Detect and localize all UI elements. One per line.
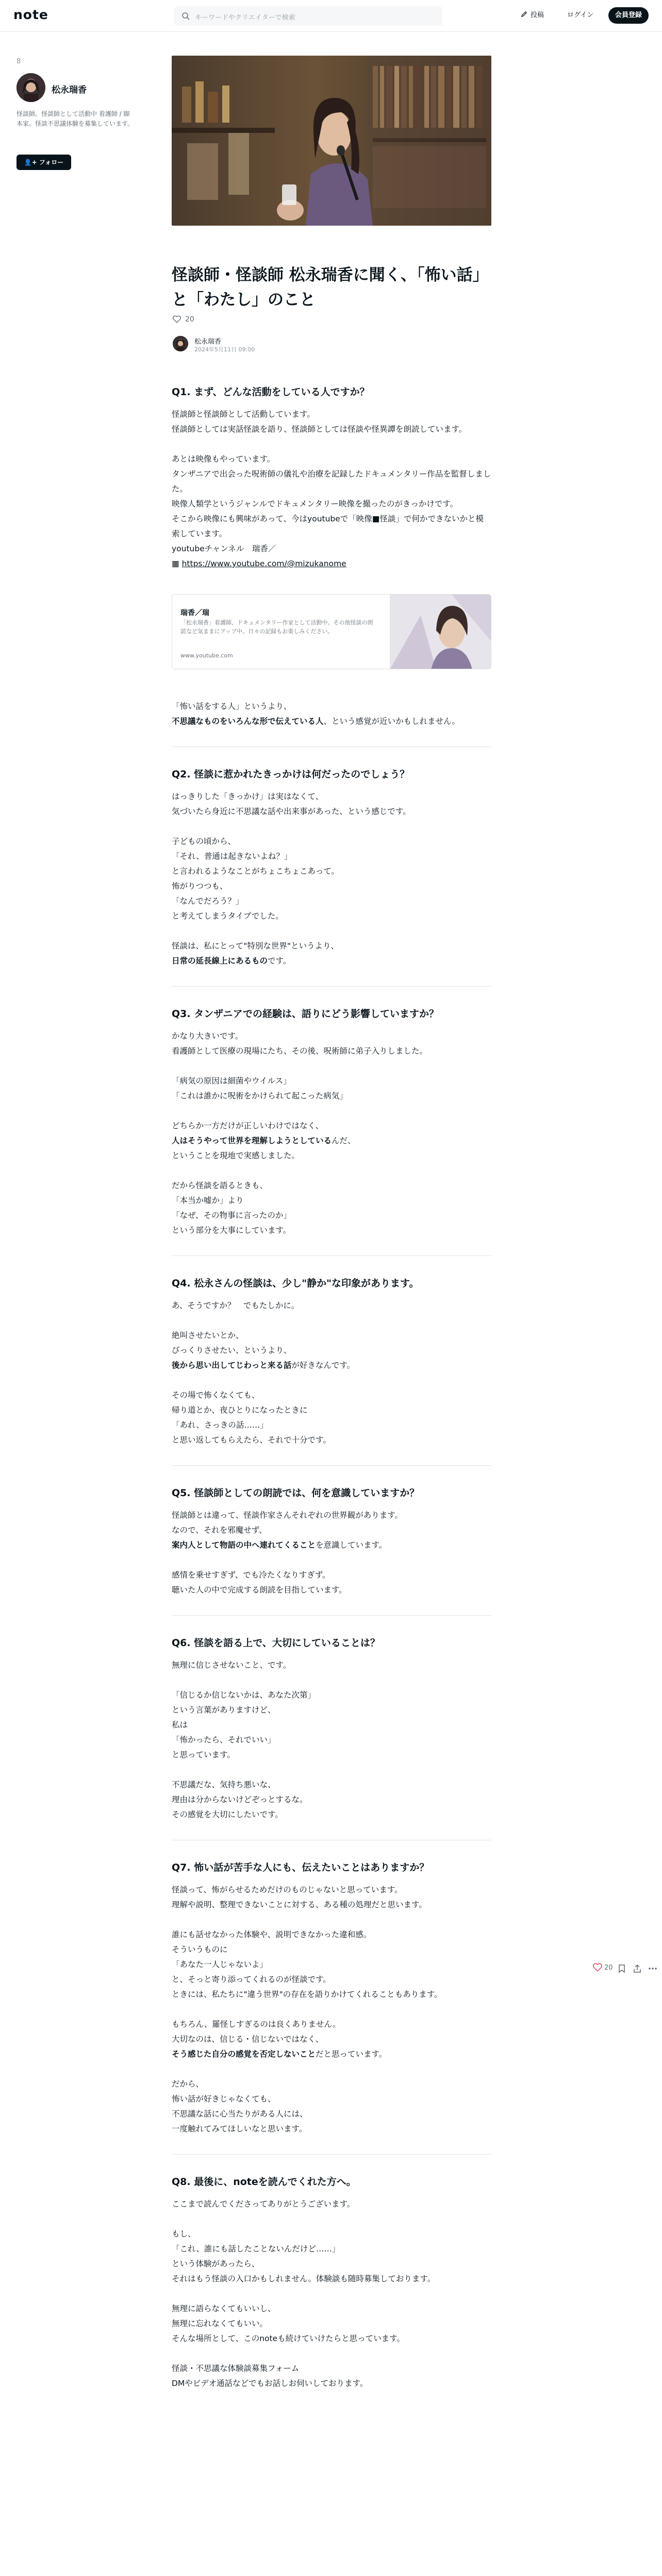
paragraph: 私は (172, 1720, 188, 1730)
paragraph: 無理に忘れなくてもいい。 (172, 2319, 268, 2328)
paragraph: だから怪談を語るときも、 (172, 1181, 268, 1190)
q2-heading: Q2. 怪談に惹かれたきっかけは何だったのでしょう？ (172, 769, 410, 780)
divider (172, 1465, 491, 1466)
embed-thumbnail (390, 595, 491, 669)
title-line-2: と「わたし」のこと (172, 291, 316, 309)
emphasis: そう感じた自分の感覚を否定しないこと (172, 2049, 316, 2059)
emphasis: 不思議なものをいろんな形で伝えている人 (172, 717, 324, 726)
paragraph: はっきりした「きっかけ」は実はなくて、 (172, 792, 324, 801)
embed-description: 「松永瑞香」看護師、ドキュメンタリー作家として活動中。その他怪談の朗読など気ままにアップ中。日々の記録もお楽しみください。 (180, 619, 373, 635)
note-logo[interactable]: note (13, 7, 48, 22)
youtube-link-line (172, 556, 491, 571)
q8-heading: Q8. 最後に、noteを読んでくれた方へ。 (172, 2176, 356, 2188)
paragraph: 感情を乗せすぎず、でも冷たくなりすぎず。 (172, 1570, 330, 1580)
paragraph: 不思議だな、気持ち悪いな、 (172, 1780, 276, 1789)
publish-date: 2024年5月11日 09:00 (194, 346, 255, 353)
top-bar (0, 0, 662, 32)
paragraph: 映像人類学というジャンルでドキュメンタリー映像を撮ったのがきっかけです。 (172, 499, 458, 509)
paragraph: youtubeチャンネル 瑞香／ (172, 544, 276, 553)
magazine-tag: 8 (16, 58, 21, 65)
paragraph: ということを現地で実感しました。 (172, 1151, 300, 1160)
paragraph: 一度触れてみてほしいなと思います。 (172, 2124, 307, 2133)
paragraph: ここまで読んでくださってありがとうございます。 (172, 2199, 355, 2209)
like-counter[interactable] (173, 315, 194, 324)
paragraph: 怪談・不思議な体験談募集フォーム (172, 2364, 300, 2373)
q3-heading: Q3. タンザニアでの経験は、語りにどう影響していますか？ (172, 1008, 439, 1020)
paragraph: なので、それを邪魔せず、 (172, 1526, 267, 1535)
follow-button[interactable] (16, 155, 71, 170)
paragraph: 子どもの頃から、 (172, 837, 236, 846)
paragraph: そういうものに (172, 1945, 228, 1954)
paragraph (172, 954, 491, 969)
post-button[interactable] (521, 9, 544, 19)
paragraph: 看護師として医療の現場にたち、その後、呪術師に弟子入りしました。 (172, 1046, 428, 1056)
paragraph: あとは映像もやっています。 (172, 454, 275, 464)
paragraph: 絶叫させたいとか、 (172, 1331, 244, 1340)
paragraph: という言葉がありますけど、 (172, 1705, 276, 1715)
search-icon (181, 12, 190, 20)
article-body (172, 384, 491, 2391)
paragraph-rest: を意識しています。 (316, 1540, 387, 1550)
paragraph-rest: だと思っています。 (316, 2049, 387, 2059)
search-box[interactable] (174, 6, 442, 26)
paragraph: 「あれ、さっきの話……」 (172, 1420, 268, 1430)
paragraph-rest: です。 (268, 956, 291, 965)
creator-bio: 怪談師。怪談師として活動中 看護師 / 脚本家。怪談不思議体験を募集しています。 (16, 110, 134, 127)
paragraph: と言われるようなことがちょこちょこあって。 (172, 867, 340, 876)
author-name[interactable]: 松永瑞香 (194, 338, 222, 346)
emphasis: 日常の延長線上にあるもの (172, 956, 268, 965)
youtube-link[interactable]: https://www.youtube.com/@mizukanome (181, 559, 346, 568)
paragraph (172, 1358, 491, 1373)
paragraph: その場で怖くなくても、 (172, 1391, 260, 1400)
paragraph: 「これは誰かに呪術をかけられて起こった病気」 (172, 1091, 347, 1100)
avatar-image (16, 73, 45, 102)
title-line-1: 怪談師・怪談師 松永瑞香に聞く、「怖い話」 (172, 266, 489, 284)
paragraph: と思っています。 (172, 1750, 235, 1759)
share-icon[interactable] (632, 1963, 642, 1974)
paragraph: かなり大きいです。 (172, 1031, 243, 1041)
paragraph: 大切なのは、信じる・信じないではなく、 (172, 2035, 324, 2044)
signup-button[interactable]: 会員登録 (608, 7, 649, 24)
paragraph: 帰り道とか、夜ひとりになったときに (172, 1405, 308, 1415)
paragraph: 怪談は、私にとって"特別な世界"というより、 (172, 941, 339, 951)
paragraph: 「本当か嘘か」より (172, 1196, 244, 1205)
paragraph: と思い返してもらえたら、それで十分です。 (172, 1435, 331, 1445)
paragraph: 「なぜ、その物事に言ったのか」 (172, 1211, 292, 1220)
emphasis: 後から思い出してじわっと来る話 (172, 1361, 292, 1370)
post-label: 投稿 (531, 11, 544, 19)
paragraph: 怖い話が好きじゃなくても、 (172, 2094, 276, 2104)
paragraph: 「なんでだろう？」 (172, 896, 244, 906)
article-title (172, 263, 491, 312)
rail-like-count: 20 (604, 1964, 613, 1972)
paragraph: 「怖い話をする人」というより、 (172, 702, 292, 711)
emphasis: 案内人として物語の中へ連れてくること (172, 1540, 316, 1550)
pen-icon (521, 11, 527, 18)
paragraph (172, 2047, 491, 2062)
paragraph: タンザニアで出会った呪術師の儀礼や治療を記録したドキュメンタリー作品を監督しました。 (172, 469, 491, 494)
creator-avatar[interactable] (16, 73, 45, 102)
paragraph: 無理に語らなくてもいいし、 (172, 2304, 276, 2313)
paragraph: 怪談師とは違って、怪談作家さんそれぞれの世界観があります。 (172, 1511, 403, 1520)
paragraph: 「それ、普通は起きないよね？」 (172, 852, 292, 861)
divider (172, 2154, 491, 2155)
paragraph (172, 714, 491, 729)
paragraph (172, 1538, 491, 1553)
paragraph: 無理に信じさせないこと、です。 (172, 1660, 291, 1670)
paragraph: 理解や説明、整理できないことに対する、ある種の処理だと思います。 (172, 1900, 427, 1909)
paragraph: 怖がりつつも、 (172, 882, 228, 891)
paragraph: 「病気の原因は細菌やウイルス」 (172, 1076, 291, 1086)
follow-icon: 👤+ (24, 159, 39, 166)
youtube-embed-card[interactable] (172, 594, 491, 669)
creator-name[interactable]: 松永瑞香 (52, 85, 87, 95)
q7-heading: Q7. 怖い話が苦手な人にも、伝えたいことはありますか？ (172, 1862, 429, 1873)
paragraph: 「信じるか信じないかは、あなた次第」 (172, 1690, 316, 1700)
paragraph: それはもう怪談の入口かもしれません。体験談も随時募集しております。 (172, 2274, 436, 2283)
paragraph: その感覚を大切にしたいです。 (172, 1810, 283, 1819)
paragraph: びっくりさせたい、というより、 (172, 1346, 292, 1355)
paragraph: どちらか一方だけが正しいわけではなく、 (172, 1121, 324, 1130)
q5-heading: Q5. 怪談師としての朗読では、何を意識していますか？ (172, 1487, 420, 1499)
paragraph: と考えてしまうタイプでした。 (172, 911, 284, 921)
search-placeholder: キーワードやクリエイターで検索 (195, 14, 295, 22)
paragraph-rest: んだ、 (332, 1136, 356, 1145)
paragraph: あ、そうですか？ でもたしかに。 (172, 1301, 300, 1310)
paragraph: ときには、私たちに"違う世界"の存在を語りかけてくれることもあります。 (172, 1990, 442, 1999)
paragraph: 不思議な話に心当たりがある人には、 (172, 2109, 308, 2119)
paragraph: 怪談って、怖がらせるためだけのものじゃないと思っています。 (172, 1885, 403, 1894)
paragraph: 「これ、誰にも話したことないんだけど……」 (172, 2244, 340, 2253)
paragraph: という部分を大事にしています。 (172, 1226, 291, 1235)
link-icon: ▦ (172, 559, 179, 568)
embed-title: 瑞香／瑞 (180, 609, 209, 617)
paragraph: DMやビデオ通話などでもお話しお伺いしております。 (172, 2379, 368, 2388)
bookmark-icon[interactable] (617, 1963, 627, 1974)
paragraph (172, 1133, 491, 1148)
paragraph: だから、 (172, 2079, 204, 2089)
paragraph: そんな場所として、このnoteも続けていけたらと思っています。 (172, 2334, 405, 2343)
heart-icon (593, 1963, 602, 1972)
follow-label: フォロー (39, 159, 64, 166)
q1-heading: Q1. まず、どんな活動をしている人ですか？ (172, 386, 370, 398)
paragraph-rest: 、という感覚が近いかもしれません。 (323, 717, 460, 726)
paragraph: 怪談師と怪談師として活動しています。 (172, 410, 315, 419)
rail-like-button[interactable] (593, 1963, 613, 1972)
hero-image (172, 56, 491, 226)
author-avatar[interactable] (173, 336, 188, 351)
paragraph: という体験があったら、 (172, 2259, 260, 2268)
heart-icon (173, 315, 181, 323)
more-icon[interactable] (648, 1963, 658, 1974)
login-button[interactable]: ログイン (567, 11, 594, 19)
like-count: 20 (185, 315, 194, 324)
paragraph: 怪談師としては実話怪談を語り、怪談師としては怪談や怪異譚を朗読しています。 (172, 425, 467, 434)
paragraph: 「怖かったら、それでいい」 (172, 1735, 276, 1744)
embed-url: www.youtube.com (180, 652, 233, 659)
paragraph: そこから映像にも興味があって、今はyoutubeで「映像■怪談」で何かできないかと模索しています。 (172, 514, 484, 538)
paragraph: もし、 (172, 2229, 196, 2239)
paragraph: 「あなた一人じゃないよ」 (172, 1960, 268, 1969)
paragraph: 聴いた人の中で完成する朗読を目指しています。 (172, 1585, 347, 1595)
paragraph: 理由は分からないけどぞっとするな。 (172, 1795, 308, 1804)
author-avatar-image (173, 336, 188, 351)
paragraph: もちろん、羅怪しすぎるのは良くありません。 (172, 2020, 341, 2029)
emphasis: 人はそうやって世界を理解しようとしている (172, 1136, 332, 1145)
paragraph-rest: が好きなんです。 (291, 1361, 355, 1370)
q4-heading: Q4. 松永さんの怪談は、少し"静か"な印象があります。 (172, 1278, 419, 1289)
paragraph: 誰にも話せなかった体験や、説明できなかった違和感。 (172, 1930, 372, 1939)
divider (172, 1615, 491, 1616)
paragraph: 気づいたら身近に不思議な話や出来事があった、という感じです。 (172, 807, 411, 816)
q6-heading: Q6. 怪談を語る上で、大切にしていることは？ (172, 1637, 380, 1649)
divider (172, 986, 491, 987)
paragraph: と、そっと寄り添ってくれるのが怪談です。 (172, 1975, 331, 1984)
